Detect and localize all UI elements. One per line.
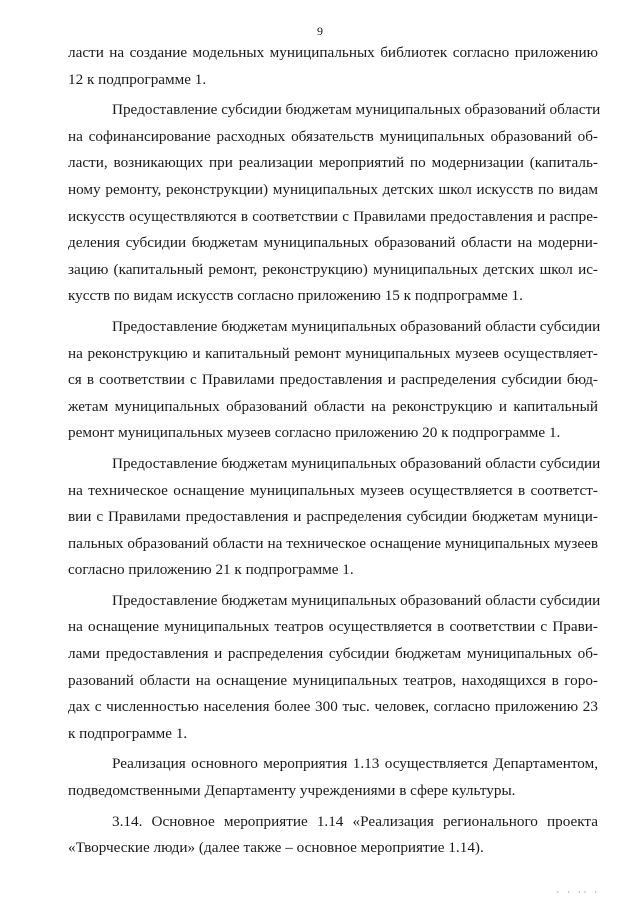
text-line: Предоставление бюджетам муниципальных образований области субсидии	[112, 454, 601, 472]
text-line: деления субсидии бюджетам муниципальных образований области на модерни-	[68, 234, 598, 252]
paragraph	[68, 588, 601, 748]
text-line: ремонт муниципальных музеев согласно приложению 20 к подпрограмме 1.	[68, 424, 561, 442]
paragraph	[68, 451, 601, 584]
text-line: 3.14. Основное мероприятие 1.14 «Реализация регионального проекта	[112, 812, 598, 830]
text-line: к подпрограмме 1.	[68, 724, 188, 742]
page-number: 9	[317, 24, 323, 38]
text-line: пальных образований области на техническое оснащение муниципальных музеев	[68, 534, 598, 552]
text-line: Предоставление бюджетам муниципальных образований области субсидии	[112, 317, 601, 335]
paragraph	[68, 751, 598, 804]
text-line: на софинансирование расходных обязательств муниципальных образований об-	[68, 127, 598, 145]
text-line: разований области на оснащение муниципальных театров, находящихся в горо-	[68, 671, 598, 689]
text-line: кусств по видам искусств согласно приложению 15 к подпрограмме 1.	[68, 287, 523, 305]
text-line: на техническое оснащение муниципальных музеев осуществляется в соответст-	[68, 481, 598, 499]
text-line: лами предоставления и распределения субсидии бюджетам муниципальных об-	[68, 645, 598, 663]
text-line: Предоставление бюджетам муниципальных образований области субсидии	[112, 591, 601, 609]
text-line: на реконструкцию и капитальный ремонт муниципальных музеев осуществляет-	[68, 344, 598, 362]
text-line: жетам муниципальных образований области на реконструкцию и капитальный	[68, 397, 598, 415]
text-line: ласти на создание модельных муниципальных библиотек согласно приложению	[68, 44, 598, 61]
paragraph	[68, 40, 598, 93]
text-line: согласно приложению 21 к подпрограмме 1.	[68, 561, 354, 579]
document-body	[68, 40, 601, 862]
text-line: ся в соответствии с Правилами предоставления и распределения субсидии бюд-	[68, 371, 598, 389]
scan-artifact: · · ·· ·	[556, 888, 600, 897]
text-line: подведомственными Департаменту учреждениями в сфере культуры.	[68, 782, 516, 800]
text-line: 12 к подпрограмме 1.	[68, 70, 207, 88]
text-line: дах с численностью населения более 300 тыс. человек, согласно приложению 23	[68, 698, 598, 716]
text-line: «Творческие люди» (далее также – основное мероприятие 1.14).	[68, 839, 484, 857]
text-line: ному ремонту, реконструкции) муниципальных детских школ искусств по видам	[68, 180, 598, 198]
paragraph	[68, 314, 601, 447]
text-line: Предоставление субсидии бюджетам муниципальных образований области	[112, 101, 601, 119]
text-line: на оснащение муниципальных театров осуществляется в соответствии с Прави-	[68, 618, 598, 636]
paragraph	[68, 809, 598, 862]
paragraph	[68, 97, 601, 310]
text-line: зацию (капитальный ремонт, реконструкцию) муниципальных детских школ ис-	[68, 260, 598, 278]
text-line: вии с Правилами предоставления и распределения субсидии бюджетам муници-	[68, 508, 598, 526]
text-line: ласти, возникающих при реализации мероприятий по модернизации (капиталь-	[68, 154, 598, 172]
text-line: искусств осуществляются в соответствии с Правилами предоставления и распре-	[68, 207, 598, 225]
text-line: Реализация основного мероприятия 1.13 осуществляется Департаментом,	[112, 755, 598, 773]
